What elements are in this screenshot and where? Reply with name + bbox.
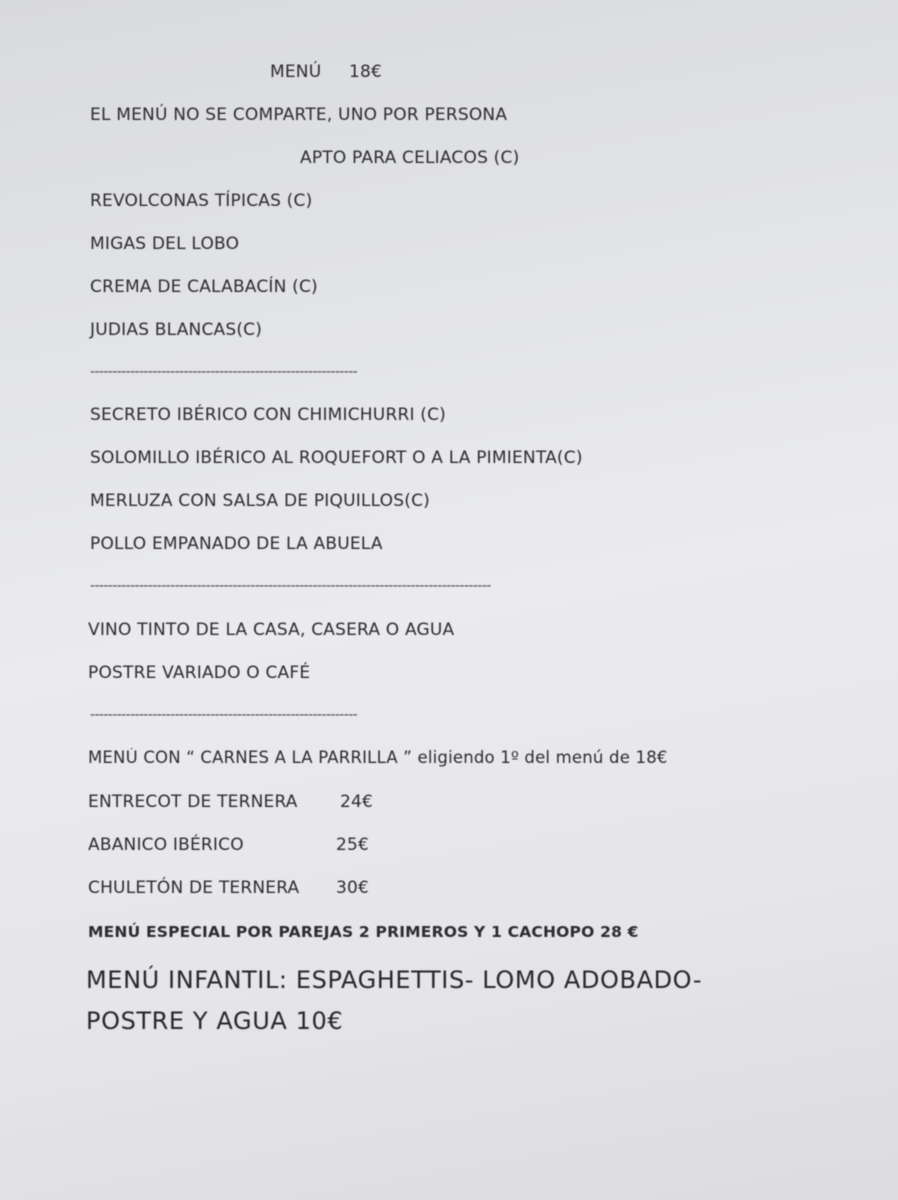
second-course-item: SOLOMILLO IBÉRICO AL ROQUEFORT O A LA PIMIENTA(C)	[90, 448, 583, 468]
second-course-item: MERLUZA CON SALSA DE PIQUILLOS(C)	[90, 491, 430, 511]
kids-menu-line-2: POSTRE Y AGUA 10€	[86, 1007, 344, 1035]
section-separator: ------------------------------------------------------------	[90, 707, 358, 723]
first-course-item: JUDIAS BLANCAS(C)	[90, 320, 263, 340]
celiac-note: APTO PARA CELIACOS (C)	[300, 148, 520, 168]
first-course-item: CREMA DE CALABACÍN (C)	[90, 277, 318, 297]
first-course-item: REVOLCONAS TÍPICAS (C)	[90, 191, 313, 211]
section-separator: ------------------------------------------------------------	[90, 364, 358, 380]
couples-special: MENÚ ESPECIAL POR PAREJAS 2 PRIMEROS Y 1 CACHOPO 28 €	[88, 923, 639, 941]
drink-option: VINO TINTO DE LA CASA, CASERA O AGUA	[88, 620, 455, 640]
sharing-note: EL MENÚ NO SE COMPARTE, UNO POR PERSONA	[90, 105, 508, 125]
menu-title-price: 18€	[348, 62, 383, 82]
grill-item-price: 30€	[336, 878, 370, 898]
kids-menu-line-1: MENÚ INFANTIL: ESPAGHETTIS- LOMO ADOBADO-	[86, 966, 703, 994]
grill-item-row	[88, 835, 370, 855]
second-course-item: SECRETO IBÉRICO CON CHIMICHURRI (C)	[90, 405, 447, 425]
grill-item-price: 24€	[340, 792, 374, 812]
menu-title-row	[270, 62, 382, 82]
menu-title: MENÚ	[270, 62, 322, 82]
grill-item-row	[88, 792, 374, 812]
grill-item-row	[88, 878, 370, 898]
grill-item-price: 25€	[336, 835, 370, 855]
grill-menu-heading: MENÚ CON “ CARNES A LA PARRILLA ” eligiendo 1º del menú de 18€	[88, 748, 668, 767]
grill-item-name: ENTRECOT DE TERNERA	[88, 792, 298, 812]
grill-item-name: ABANICO IBÉRICO	[88, 835, 244, 855]
dessert-option: POSTRE VARIADO O CAFÉ	[88, 663, 311, 683]
grill-item-name: CHULETÓN DE TERNERA	[88, 878, 300, 898]
first-course-item: MIGAS DEL LOBO	[90, 234, 240, 254]
second-course-item: POLLO EMPANADO DE LA ABUELA	[90, 534, 383, 554]
section-separator: ------------------------------------------------------------------------------------------	[90, 578, 491, 594]
